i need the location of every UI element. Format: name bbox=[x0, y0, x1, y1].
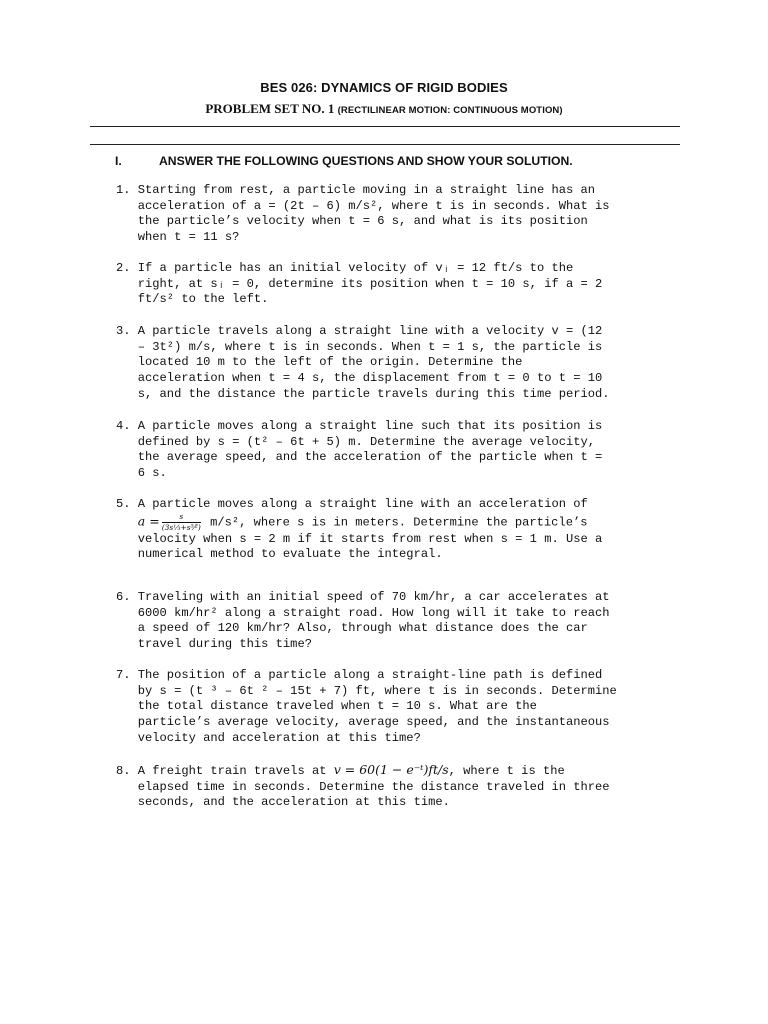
problem-3 bbox=[116, 324, 691, 403]
problem-7 bbox=[116, 668, 691, 747]
problem-line: by s = (t ³ – 6t ² – 15t + 7) ft, where t is in seconds. Determine bbox=[137, 683, 617, 698]
problem-line: Traveling with an initial speed of 70 km/hr, a car accelerates at bbox=[137, 590, 610, 604]
problem-line: acceleration of a = (2t – 6) m/s², where t is in seconds. What is bbox=[137, 198, 610, 213]
problem-line: located 10 m to the left of the origin. Determine the bbox=[137, 355, 523, 370]
problem-line: Starting from rest, a particle moving in a straight line has an bbox=[137, 183, 595, 197]
problem-number: 8. bbox=[116, 764, 131, 778]
problem-line: seconds, and the acceleration at this time. bbox=[137, 795, 450, 810]
problem-1 bbox=[116, 183, 691, 246]
problem-line: The position of a particle along a straight-line path is defined bbox=[137, 668, 603, 682]
section-number: I. bbox=[115, 154, 122, 168]
problem-line: elapsed time in seconds. Determine the distance traveled in three bbox=[137, 779, 610, 794]
problem-set-topic: (RECTILINEAR MOTION: CONTINUOUS MOTION) bbox=[337, 105, 563, 116]
problem-line: m/s², where s is in meters. Determine the particle’s bbox=[202, 515, 588, 530]
section-instruction: ANSWER THE FOLLOWING QUESTIONS AND SHOW YOUR SOLUTION. bbox=[159, 154, 573, 168]
fraction-numerator: s bbox=[162, 513, 201, 523]
problem-5 bbox=[116, 497, 691, 563]
problem-6 bbox=[116, 590, 691, 653]
problem-set-subtitle bbox=[0, 101, 768, 117]
problem-line: A freight train travels at bbox=[137, 764, 334, 778]
problem-set-number: PROBLEM SET NO. 1 bbox=[205, 101, 335, 116]
problem-line: particle’s average velocity, average speed, and the instantaneous bbox=[137, 715, 610, 730]
course-title: BES 026: DYNAMICS OF RIGID BODIES bbox=[260, 80, 508, 95]
problem-line: acceleration when t = 4 s, the displacement from t = 0 to t = 10 bbox=[137, 371, 603, 386]
problem-8 bbox=[116, 762, 691, 811]
header-rule-top bbox=[90, 126, 680, 127]
problem-line: a speed of 120 km/hr? Also, through what distance does the car bbox=[137, 621, 588, 636]
problem-4 bbox=[116, 419, 691, 482]
header-rule-bottom bbox=[90, 144, 680, 145]
problem-line: velocity and acceleration at this time? bbox=[137, 730, 421, 745]
problem-line: velocity when s = 2 m if it starts from rest when s = 1 m. Use a bbox=[137, 531, 603, 546]
problem-number: 6. bbox=[116, 590, 131, 604]
problem-number: 3. bbox=[116, 324, 131, 338]
problem-line: If a particle has an initial velocity of vᵢ = 12 ft/s to the bbox=[137, 261, 574, 275]
problem-line: travel during this time? bbox=[137, 637, 312, 652]
section-heading bbox=[115, 154, 675, 168]
problem-line: ft/s² to the left. bbox=[137, 292, 269, 307]
problem-line: , where t is the bbox=[448, 764, 565, 778]
problem-line: A particle moves along a straight line such that its position is bbox=[137, 419, 603, 433]
problem-line: numerical method to evaluate the integral. bbox=[137, 547, 443, 562]
problem-line: s, and the distance the particle travels during this time period. bbox=[137, 386, 610, 401]
problem-line: the average speed, and the acceleration of the particle when t = bbox=[137, 450, 603, 465]
problem-line: A particle moves along a straight line with an acceleration of bbox=[137, 497, 588, 511]
problem-line: – 3t²) m/s, where t is in seconds. When t = 1 s, the particle is bbox=[137, 339, 603, 354]
problem-line: A particle travels along a straight line with a velocity v = (12 bbox=[137, 324, 603, 338]
acceleration-formula-lhs: a = bbox=[137, 513, 160, 529]
problem-number: 5. bbox=[116, 497, 131, 511]
problem-line: the particle’s velocity when t = 6 s, and what is its position bbox=[137, 214, 588, 229]
problem-line: 6000 km/hr² along a straight road. How long will it take to reach bbox=[137, 605, 610, 620]
problem-number: 2. bbox=[116, 261, 131, 275]
problem-line: defined by s = (t² – 6t + 5) m. Determine the average velocity, bbox=[137, 434, 595, 449]
problem-line: the total distance traveled when t = 10 s. What are the bbox=[137, 699, 537, 714]
problem-line: when t = 11 s? bbox=[137, 230, 240, 245]
problem-line: right, at sᵢ = 0, determine its position when t = 10 s, if a = 2 bbox=[137, 276, 603, 291]
problem-number: 4. bbox=[116, 419, 131, 433]
problem-line: 6 s. bbox=[137, 466, 167, 481]
acceleration-fraction bbox=[162, 513, 201, 532]
problem-number: 1. bbox=[116, 183, 131, 197]
problem-2 bbox=[116, 261, 691, 308]
problem-number: 7. bbox=[116, 668, 131, 682]
fraction-denominator: (3s⅓+s⁵⁄²) bbox=[161, 522, 201, 532]
velocity-formula: v = 60(1 − e⁻ᵗ)ft/s bbox=[333, 762, 449, 777]
